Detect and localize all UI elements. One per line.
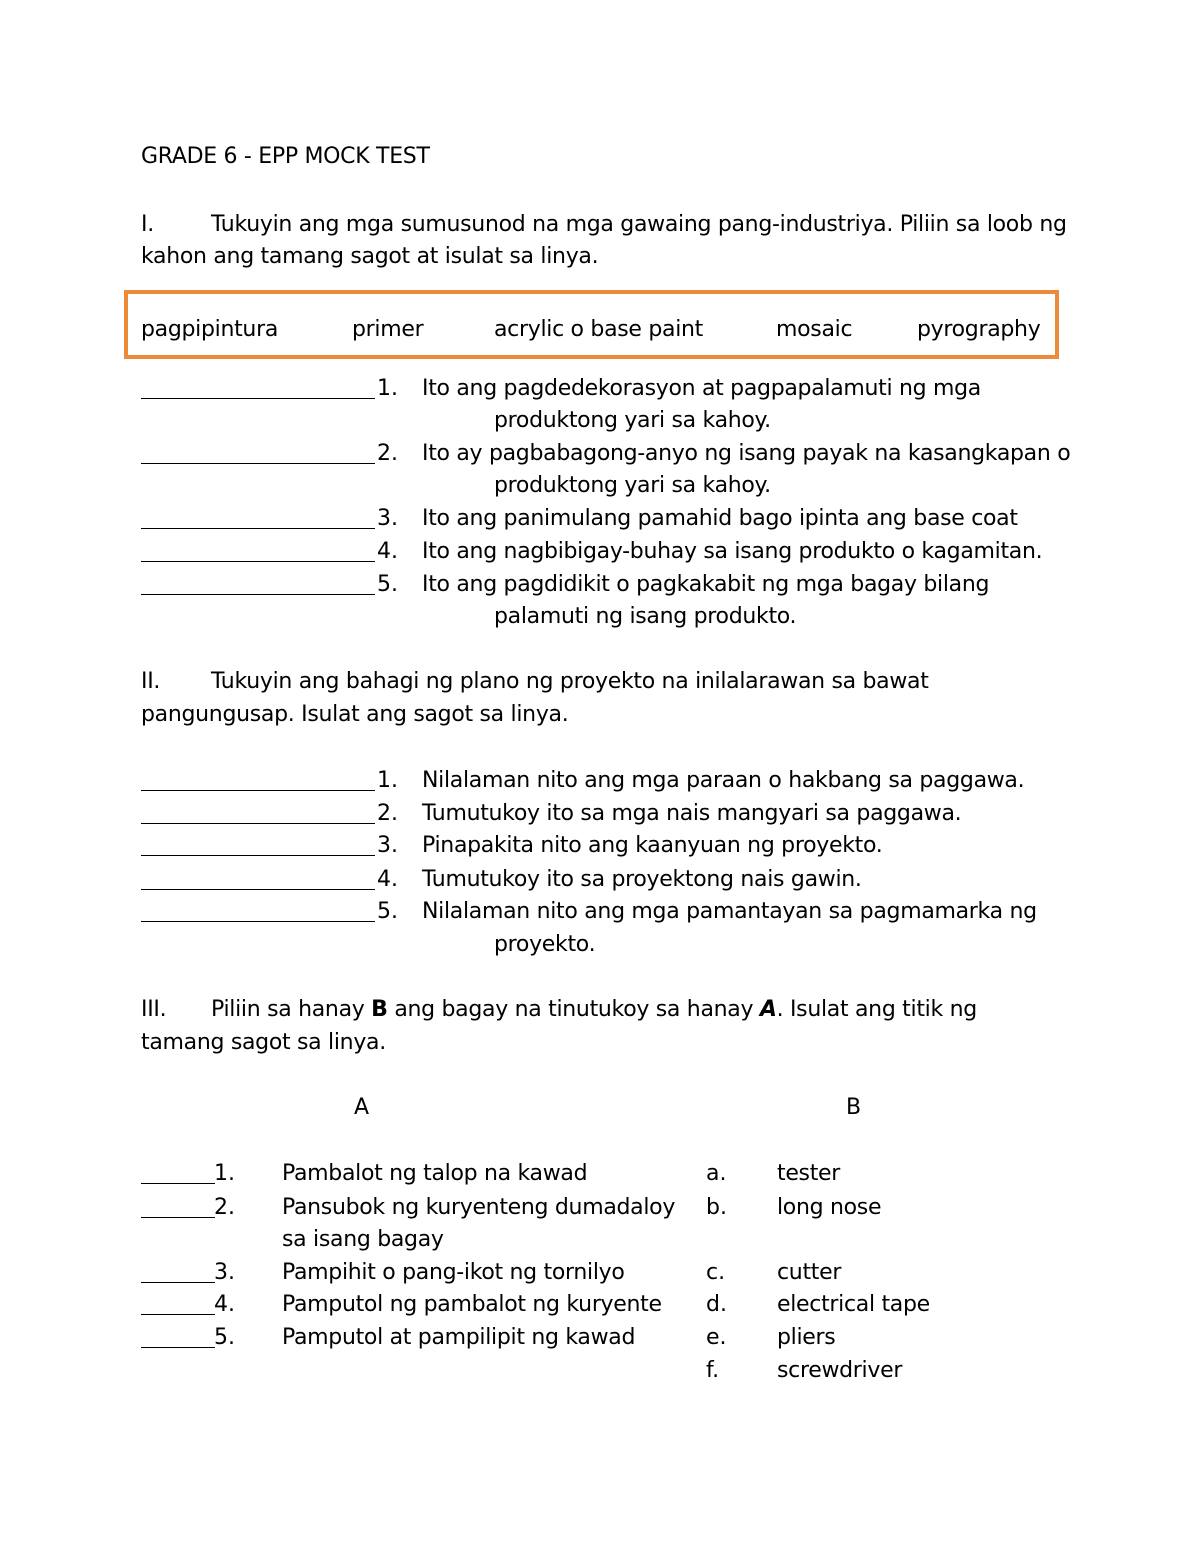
- item-number: 3.: [214, 1260, 235, 1285]
- answer-line[interactable]: [141, 855, 375, 856]
- question-text-cont: produktong yari sa kahoy.: [494, 408, 771, 433]
- answer-line[interactable]: [141, 790, 375, 791]
- word-choice: primer: [352, 317, 424, 342]
- part1-number: I.: [141, 212, 154, 237]
- part1-instruction-line2: kahon ang tamang sagot at isulat sa linya.: [141, 244, 599, 269]
- column-b-item: screwdriver: [777, 1358, 903, 1383]
- question-text: Tumutukoy ito sa proyektong nais gawin.: [422, 867, 862, 892]
- choice-letter: e.: [706, 1325, 727, 1350]
- answer-line[interactable]: [141, 398, 375, 399]
- column-a-item: Pampihit o pang-ikot ng tornilyo: [282, 1260, 625, 1285]
- item-number: 3.: [377, 833, 398, 858]
- item-number: 4.: [377, 867, 398, 892]
- answer-line[interactable]: [141, 1282, 215, 1283]
- answer-line[interactable]: [141, 528, 375, 529]
- question-text: Ito ang pagdidikit o pagkakabit ng mga bagay bilang: [422, 572, 990, 597]
- question-text: Pinapakita nito ang kaanyuan ng proyekto.: [422, 833, 883, 858]
- page-title: GRADE 6 - EPP MOCK TEST: [141, 144, 430, 169]
- column-a-item: Pamputol at pampilipit ng kawad: [282, 1325, 636, 1350]
- word-choice: mosaic: [776, 317, 853, 342]
- answer-line[interactable]: [141, 561, 375, 562]
- choice-letter: f.: [706, 1358, 720, 1383]
- item-number: 1.: [377, 376, 398, 401]
- question-text: Ito ang panimulang pamahid bago ipinta ang base coat: [422, 506, 1018, 531]
- answer-line[interactable]: [141, 1217, 215, 1218]
- column-a-item: Pamputol ng pambalot ng kuryente: [282, 1292, 662, 1317]
- answer-line[interactable]: [141, 594, 375, 595]
- item-number: 4.: [214, 1292, 235, 1317]
- question-text: Ito ay pagbabagong-anyo ng isang payak na kasangkapan o: [422, 441, 1071, 466]
- choice-letter: b.: [706, 1195, 727, 1220]
- question-text-cont: proyekto.: [494, 932, 596, 957]
- column-a-item: Pambalot ng talop na kawad: [282, 1161, 588, 1186]
- choice-letter: a.: [706, 1161, 727, 1186]
- part3-instruction-line1: Piliin sa hanay B ang bagay na tinutukoy sa hanay A. Isulat ang titik ng: [211, 997, 977, 1022]
- column-b-item: electrical tape: [777, 1292, 930, 1317]
- item-number: 3.: [377, 506, 398, 531]
- question-text: Nilalaman nito ang mga pamantayan sa pagmamarka ng: [422, 899, 1037, 924]
- question-text: Tumutukoy ito sa mga nais mangyari sa paggawa.: [422, 801, 962, 826]
- part3-instruction-line2: tamang sagot sa linya.: [141, 1030, 386, 1055]
- column-b-item: long nose: [777, 1195, 882, 1220]
- answer-line[interactable]: [141, 889, 375, 890]
- part2-instruction-line1: Tukuyin ang bahagi ng plano ng proyekto na inilalarawan sa bawat: [211, 669, 929, 694]
- column-b-header: B: [846, 1095, 861, 1120]
- question-text: Ito ang pagdedekorasyon at pagpapalamuti ng mga: [422, 376, 981, 401]
- column-b-item: tester: [777, 1161, 841, 1186]
- word-choice: pagpipintura: [141, 317, 279, 342]
- item-number: 5.: [377, 899, 398, 924]
- question-text: Nilalaman nito ang mga paraan o hakbang sa paggawa.: [422, 768, 1025, 793]
- question-text-cont: produktong yari sa kahoy.: [494, 473, 771, 498]
- item-number: 1.: [214, 1161, 235, 1186]
- column-a-item-cont: sa isang bagay: [282, 1227, 444, 1252]
- item-number: 2.: [214, 1195, 235, 1220]
- column-a-item: Pansubok ng kuryenteng dumadaloy: [282, 1195, 676, 1220]
- answer-line[interactable]: [141, 921, 375, 922]
- item-number: 4.: [377, 539, 398, 564]
- answer-line[interactable]: [141, 463, 375, 464]
- choice-letter: c.: [706, 1260, 726, 1285]
- question-text-cont: palamuti ng isang produkto.: [494, 604, 797, 629]
- column-a-header: A: [354, 1095, 369, 1120]
- part2-instruction-line2: pangungusap. Isulat ang sagot sa linya.: [141, 702, 569, 727]
- part3-number: III.: [141, 997, 167, 1022]
- item-number: 2.: [377, 441, 398, 466]
- word-choice: acrylic o base paint: [494, 317, 703, 342]
- question-text: Ito ang nagbibigay-buhay sa isang produkto o kagamitan.: [422, 539, 1043, 564]
- answer-line[interactable]: [141, 823, 375, 824]
- answer-line[interactable]: [141, 1183, 215, 1184]
- part1-instruction-line1: Tukuyin ang mga sumusunod na mga gawaing pang-industriya. Piliin sa loob ng: [211, 212, 1067, 237]
- word-choice: pyrography: [917, 317, 1041, 342]
- part2-number: II.: [141, 669, 161, 694]
- item-number: 5.: [377, 572, 398, 597]
- word-choice-box: [124, 290, 1059, 359]
- answer-line[interactable]: [141, 1347, 215, 1348]
- item-number: 1.: [377, 768, 398, 793]
- answer-line[interactable]: [141, 1314, 215, 1315]
- item-number: 5.: [214, 1325, 235, 1350]
- column-b-item: pliers: [777, 1325, 836, 1350]
- choice-letter: d.: [706, 1292, 727, 1317]
- item-number: 2.: [377, 801, 398, 826]
- column-b-item: cutter: [777, 1260, 842, 1285]
